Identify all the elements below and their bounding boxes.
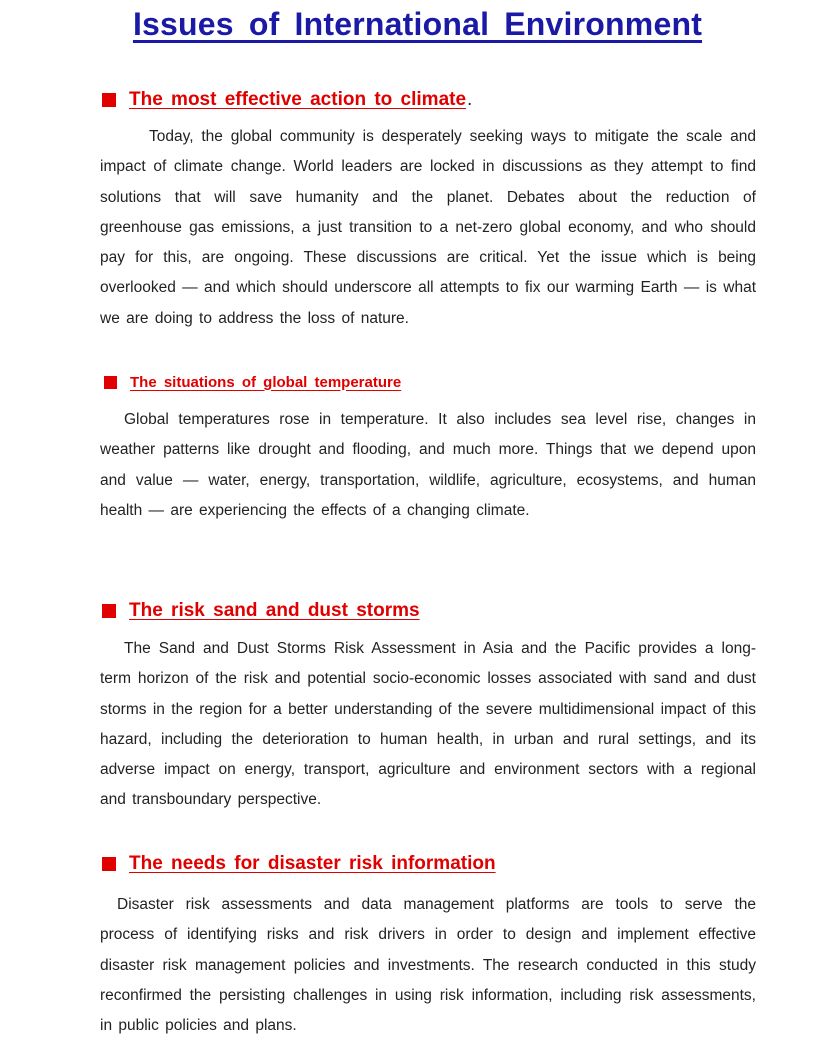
square-bullet-icon: [104, 376, 117, 389]
section-body: The Sand and Dust Storms Risk Assessment in Asia and the Pacific provides a long-term horizon of the risk and potential socio-economic losses associated with sand and dust storms in the region for a better understanding of the severe multidimensional impact of this hazard, including the deterioration to human health, in urban and rural settings, and its adverse impact on energy, transport, agriculture and environment sectors with a regional and transboundary perspective.: [100, 640, 756, 809]
section-body: Disaster risk assessments and data management platforms are tools to serve the process of identifying risks and risk drivers in order to design and implement effective disaster risk management policies and investments. The research conducted in this study reconfirmed the persisting challenges in using risk information, including risk assessments, in public policies and plans.: [100, 896, 756, 1035]
section-body: Global temperatures rose in temperature. It also includes sea level rise, changes in weather patterns like drought and flooding, and much more. Things that we depend upon and value — water, energy, transportation, wildlife, agriculture, ecosystems, and human health — are experiencing the effects of a changing climate.: [100, 411, 756, 519]
section-heading: [100, 851, 756, 877]
section-heading-text: The risk sand and dust storms: [129, 600, 420, 621]
section-disaster-risk-information: [100, 851, 756, 1041]
page-title: Issues of International Environment: [132, 6, 703, 42]
section-heading-text: The needs for disaster risk information: [129, 853, 496, 874]
square-bullet-icon: [102, 93, 116, 107]
section-heading-text: The situations of global temperature: [130, 373, 402, 391]
heading-period: .: [467, 89, 473, 110]
section-climate-action: [100, 87, 756, 334]
section-heading: [100, 371, 756, 393]
section-heading: [100, 87, 756, 113]
section-heading: [100, 598, 756, 624]
section-heading-text: The most effective action to climate: [129, 89, 467, 110]
section-sand-dust-storms: [100, 598, 756, 816]
section-body: Today, the global community is desperately seeking ways to mitigate the scale and impact of climate change. World leaders are locked in discussions as they attempt to find solutions that will save humanity and the planet. Debates about the reduction of greenhouse gas emissions, a just transition to a net-zero global economy, and who should pay for this, are ongoing. These discussions are critical. Yet the issue which is being overlooked — and which should underscore all attempts to fix our warming Earth — is what we are doing to address the loss of nature.: [100, 128, 756, 327]
square-bullet-icon: [102, 604, 116, 618]
square-bullet-icon: [102, 857, 116, 871]
section-global-temperature: [100, 371, 756, 526]
